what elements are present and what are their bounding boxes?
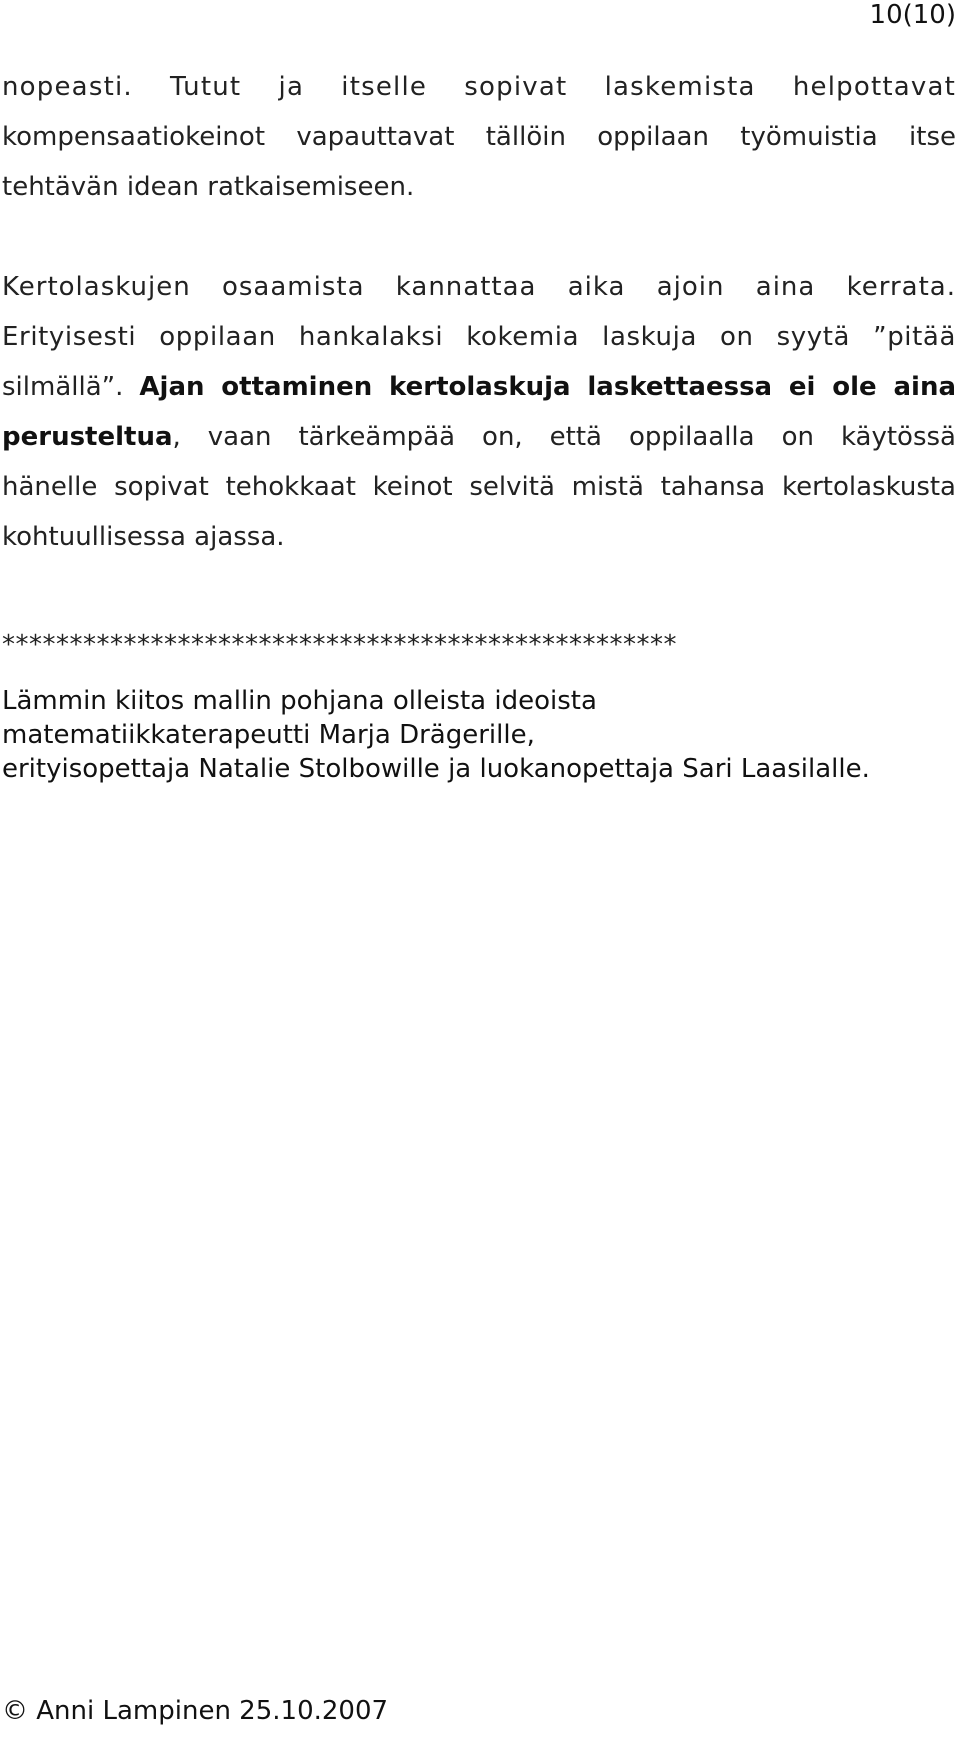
- acknowledgement-line1: Lämmin kiitos mallin pohjana olleista ideoista: [2, 686, 597, 716]
- acknowledgement-line2: matematiikkaterapeutti Marja Drägerille,: [2, 720, 535, 750]
- paragraph2-line4-plain: , vaan tärkeämpää on, että oppilaalla on käytössä: [172, 422, 956, 452]
- paragraph2-line3-plain: silmällä”.: [2, 372, 124, 402]
- paragraph2-line5: hänelle sopivat tehokkaat keinot selvitä mistä tahansa kertolaskusta: [2, 472, 956, 502]
- paragraph2-line4: [2, 422, 956, 452]
- separator-stars: **************************************************: [2, 630, 677, 660]
- paragraph2-line3: [2, 372, 956, 402]
- footer-copyright: © Anni Lampinen 25.10.2007: [2, 1696, 389, 1726]
- paragraph1-line2: kompensaatiokeinot vapauttavat tällöin oppilaan työmuistia itse: [2, 122, 956, 152]
- paragraph2-line4-bold: perusteltua: [2, 422, 173, 452]
- paragraph2-line1: Kertolaskujen osaamista kannattaa aika ajoin aina kerrata.: [2, 272, 956, 302]
- paragraph1-line3: tehtävän idean ratkaisemiseen.: [2, 172, 415, 202]
- paragraph2-line3-bold: Ajan ottaminen kertolaskuja laskettaessa ei ole aina: [139, 372, 956, 402]
- paragraph2-line2: Erityisesti oppilaan hankalaksi kokemia laskuja on syytä ”pitää: [2, 322, 956, 352]
- acknowledgement-line3: erityisopettaja Natalie Stolbowille ja luokanopettaja Sari Laasilalle.: [2, 754, 870, 784]
- page-number: 10(10): [869, 0, 956, 30]
- paragraph2-line6: kohtuullisessa ajassa.: [2, 522, 285, 552]
- paragraph1-line1: nopeasti. Tutut ja itselle sopivat laskemista helpottavat: [2, 72, 956, 102]
